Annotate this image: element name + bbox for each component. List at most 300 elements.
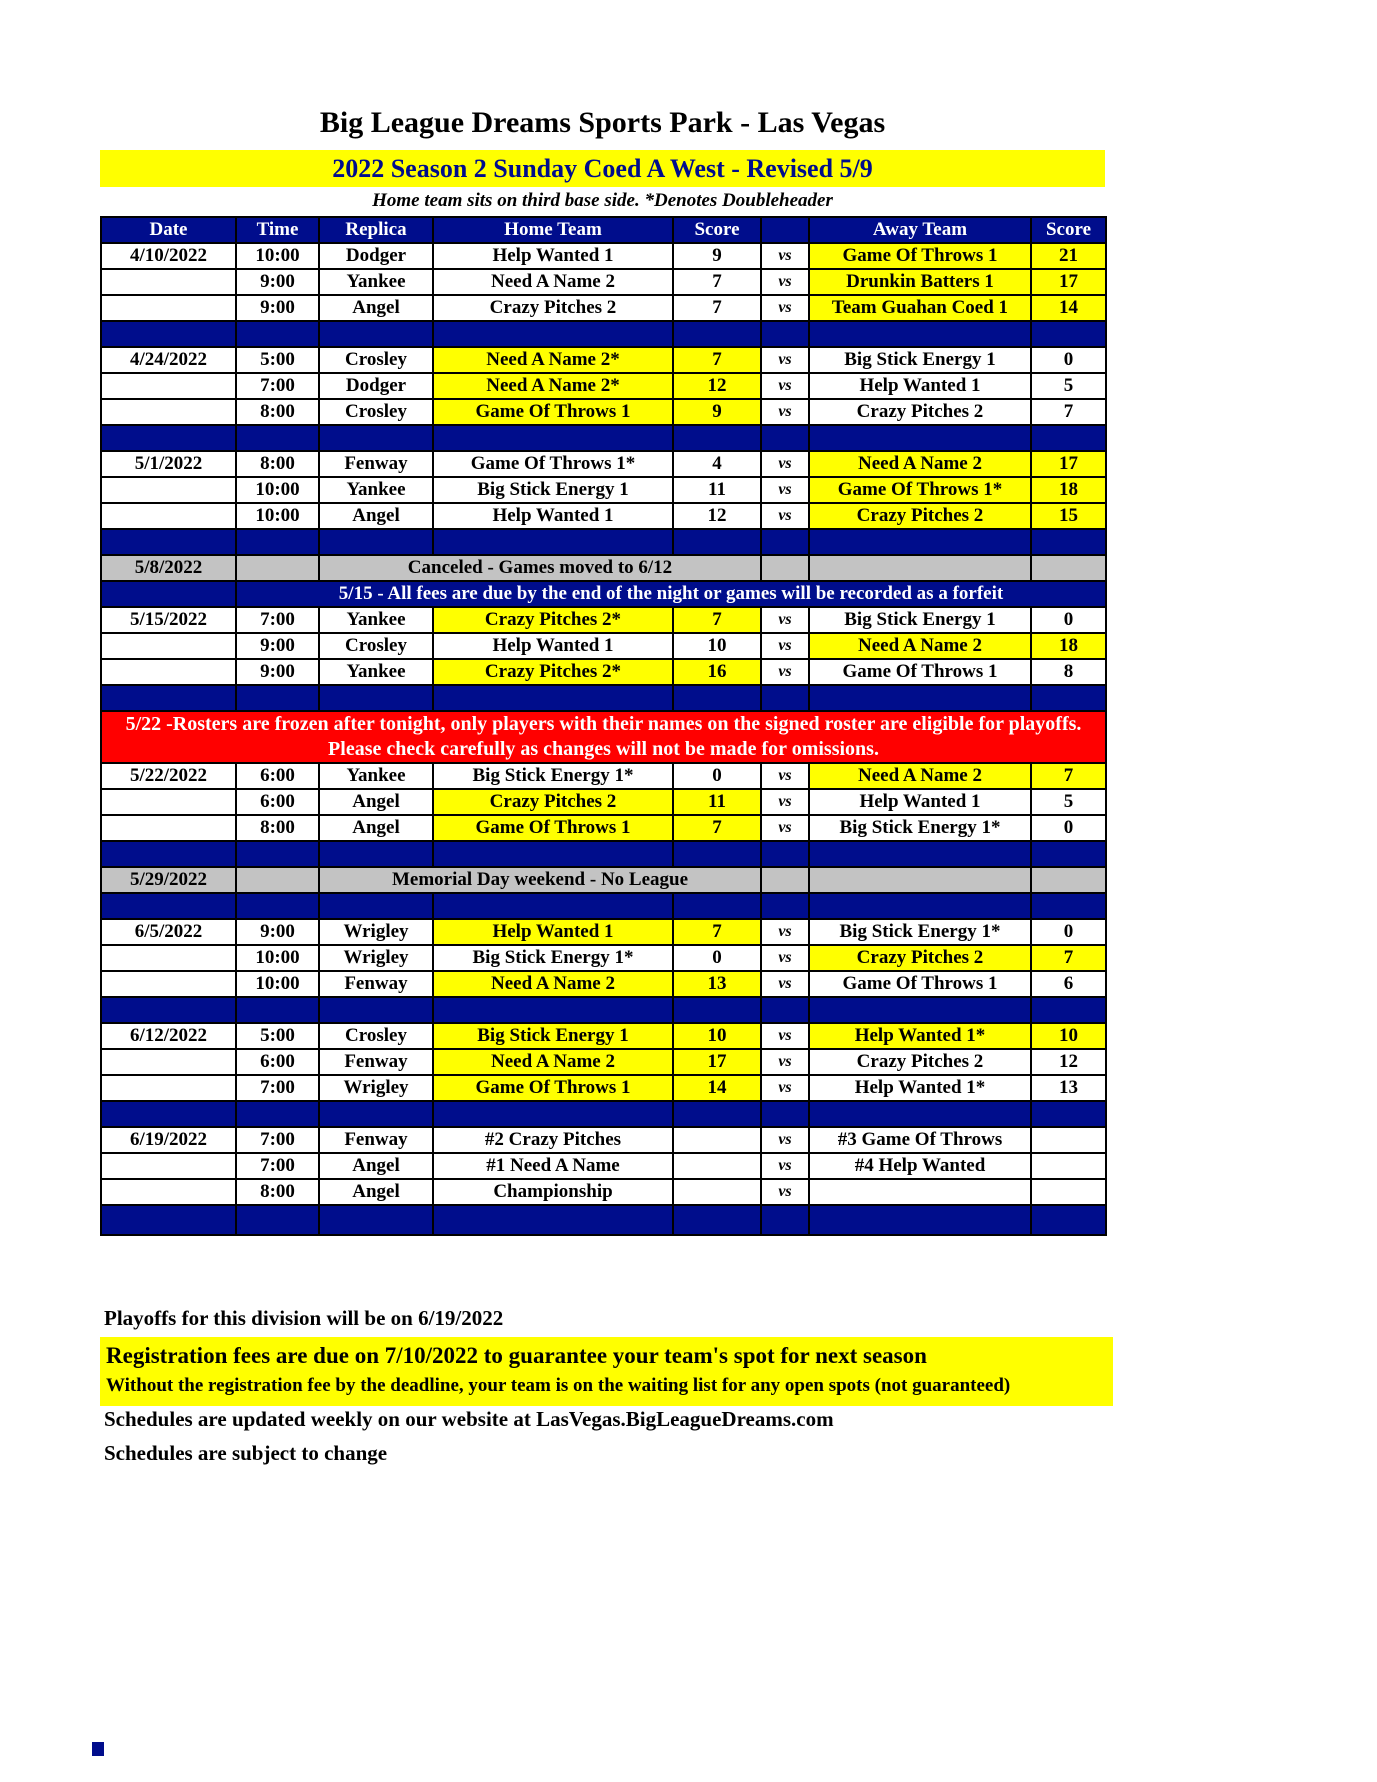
separator-cell (101, 1205, 236, 1235)
away-score-cell: 17 (1031, 269, 1106, 295)
game-row (101, 1179, 1106, 1205)
away-score-cell (1031, 555, 1106, 581)
away-team-cell: Help Wanted 1 (809, 373, 1031, 399)
replica-cell: Fenway (319, 451, 433, 477)
home-score-cell: 13 (673, 971, 761, 997)
home-team-cell: Game Of Throws 1 (433, 815, 673, 841)
time-cell: 9:00 (236, 633, 319, 659)
away-score-cell (1031, 1127, 1106, 1153)
separator-cell (809, 997, 1031, 1023)
separator-cell (761, 997, 809, 1023)
time-cell: 9:00 (236, 295, 319, 321)
home-team-cell: Help Wanted 1 (433, 919, 673, 945)
away-score-cell (1031, 1179, 1106, 1205)
time-cell: 10:00 (236, 503, 319, 529)
notice-cell: Please check carefully as changes will not be made for omissions. (101, 737, 1106, 763)
separator-cell (236, 425, 319, 451)
game-row (101, 1049, 1106, 1075)
date-cell (101, 945, 236, 971)
separator-cell (319, 425, 433, 451)
separator-row (101, 841, 1106, 867)
date-cell (101, 815, 236, 841)
playoffs-note: Playoffs for this division will be on 6/19/2022 (104, 1306, 504, 1330)
subject-to-change-note: Schedules are subject to change (104, 1441, 388, 1465)
away-score-cell: 15 (1031, 503, 1106, 529)
date-cell (101, 269, 236, 295)
home-team-cell: Crazy Pitches 2 (433, 295, 673, 321)
game-row (101, 789, 1106, 815)
date-cell: 6/19/2022 (101, 1127, 236, 1153)
home-team-cell: Big Stick Energy 1* (433, 763, 673, 789)
replica-cell: Yankee (319, 269, 433, 295)
home-score-cell: 16 (673, 659, 761, 685)
vs-cell: vs (761, 1049, 809, 1075)
away-team-cell: Game Of Throws 1 (809, 971, 1031, 997)
schedule-table-body (101, 243, 1106, 1235)
separator-cell (673, 425, 761, 451)
time-cell: 6:00 (236, 763, 319, 789)
time-cell: 5:00 (236, 1023, 319, 1049)
replica-cell: Yankee (319, 607, 433, 633)
separator-cell (433, 685, 673, 711)
separator-cell (433, 425, 673, 451)
replica-cell: Wrigley (319, 919, 433, 945)
separator-cell (761, 1205, 809, 1235)
date-cell: 5/22/2022 (101, 763, 236, 789)
away-score-cell: 18 (1031, 633, 1106, 659)
home-team-cell: #2 Crazy Pitches (433, 1127, 673, 1153)
home-team-cell: Game Of Throws 1 (433, 1075, 673, 1101)
date-cell: 5/1/2022 (101, 451, 236, 477)
home-score-cell: 11 (673, 477, 761, 503)
away-team-cell: Need A Name 2 (809, 451, 1031, 477)
date-cell (101, 1153, 236, 1179)
home-score-cell: 7 (673, 295, 761, 321)
away-team-cell: Need A Name 2 (809, 763, 1031, 789)
away-team-cell: Game Of Throws 1* (809, 477, 1031, 503)
vs-cell: vs (761, 347, 809, 373)
vs-cell: vs (761, 659, 809, 685)
away-team-cell: Game Of Throws 1 (809, 243, 1031, 269)
home-score-cell (673, 1153, 761, 1179)
separator-cell (1031, 685, 1106, 711)
registration-due-note: Registration fees are due on 7/10/2022 to guarantee your team's spot for next season (106, 1343, 927, 1368)
home-team-cell: Crazy Pitches 2* (433, 659, 673, 685)
away-score-cell: 18 (1031, 477, 1106, 503)
replica-cell: Crosley (319, 633, 433, 659)
time-cell: 10:00 (236, 945, 319, 971)
vs-cell: vs (761, 1023, 809, 1049)
vs-cell: vs (761, 1153, 809, 1179)
notice-row-red (101, 711, 1106, 737)
vs-cell: vs (761, 919, 809, 945)
vs-cell: vs (761, 971, 809, 997)
date-cell (101, 581, 236, 607)
replica-cell: Dodger (319, 373, 433, 399)
separator-cell (433, 529, 673, 555)
separator-row (101, 685, 1106, 711)
separator-cell (101, 425, 236, 451)
date-cell: 5/8/2022 (101, 555, 236, 581)
away-score-cell: 21 (1031, 243, 1106, 269)
game-row (101, 1023, 1106, 1049)
separator-cell (761, 321, 809, 347)
notice-cell: Memorial Day weekend - No League (319, 867, 761, 893)
home-team-cell: Need A Name 2 (433, 269, 673, 295)
home-team-cell: Need A Name 2* (433, 373, 673, 399)
away-score-cell: 5 (1031, 789, 1106, 815)
separator-cell (809, 425, 1031, 451)
time-cell: 8:00 (236, 451, 319, 477)
separator-cell (319, 893, 433, 919)
vs-cell: vs (761, 269, 809, 295)
replica-cell: Fenway (319, 1049, 433, 1075)
notice-cell: 5/22 -Rosters are frozen after tonight, only players with their names on the signed roster are eligible for playoffs. (101, 711, 1106, 737)
away-team-cell: Team Guahan Coed 1 (809, 295, 1031, 321)
time-cell: 7:00 (236, 1127, 319, 1153)
vs-cell: vs (761, 295, 809, 321)
game-row (101, 1075, 1106, 1101)
game-row (101, 919, 1106, 945)
column-header-score-4: Score (673, 217, 761, 243)
home-score-cell: 12 (673, 503, 761, 529)
separator-cell (236, 321, 319, 347)
column-header-date-0: Date (101, 217, 236, 243)
away-team-cell: Game Of Throws 1 (809, 659, 1031, 685)
vs-cell: vs (761, 789, 809, 815)
game-row (101, 477, 1106, 503)
separator-row (101, 893, 1106, 919)
replica-cell: Angel (319, 815, 433, 841)
replica-cell: Yankee (319, 477, 433, 503)
separator-row (101, 997, 1106, 1023)
time-cell: 10:00 (236, 243, 319, 269)
game-row (101, 1153, 1106, 1179)
home-score-cell: 0 (673, 945, 761, 971)
separator-cell (433, 893, 673, 919)
replica-cell: Angel (319, 1153, 433, 1179)
time-cell: 10:00 (236, 477, 319, 503)
time-cell: 7:00 (236, 373, 319, 399)
date-cell (101, 659, 236, 685)
separator-cell (319, 997, 433, 1023)
separator-cell (809, 685, 1031, 711)
separator-cell (1031, 1205, 1106, 1235)
away-team-cell: Help Wanted 1* (809, 1075, 1031, 1101)
separator-cell (809, 1205, 1031, 1235)
time-cell: 9:00 (236, 659, 319, 685)
separator-cell (673, 529, 761, 555)
vs-cell: vs (761, 1075, 809, 1101)
separator-cell (236, 841, 319, 867)
home-score-cell: 14 (673, 1075, 761, 1101)
home-team-note: Home team sits on third base side. *Denotes Doubleheader (372, 190, 833, 211)
away-score-cell: 0 (1031, 919, 1106, 945)
time-cell: 7:00 (236, 1153, 319, 1179)
home-score-cell: 17 (673, 1049, 761, 1075)
date-cell: 5/29/2022 (101, 867, 236, 893)
replica-cell: Angel (319, 789, 433, 815)
vs-cell: vs (761, 399, 809, 425)
replica-cell: Dodger (319, 243, 433, 269)
away-team-cell: Crazy Pitches 2 (809, 1049, 1031, 1075)
away-score-cell: 13 (1031, 1075, 1106, 1101)
game-row (101, 945, 1106, 971)
date-cell (101, 399, 236, 425)
column-header-away-team-6: Away Team (809, 217, 1031, 243)
time-cell: 6:00 (236, 1049, 319, 1075)
away-team-cell: Drunkin Batters 1 (809, 269, 1031, 295)
game-row (101, 503, 1106, 529)
column-header-replica-2: Replica (319, 217, 433, 243)
replica-cell: Angel (319, 295, 433, 321)
separator-cell (761, 893, 809, 919)
date-cell (101, 295, 236, 321)
home-team-cell: Need A Name 2* (433, 347, 673, 373)
game-row (101, 451, 1106, 477)
home-team-cell: Championship (433, 1179, 673, 1205)
column-header-score-7: Score (1031, 217, 1106, 243)
separator-cell (761, 529, 809, 555)
vs-cell: vs (761, 763, 809, 789)
page-corner-mark (92, 1742, 104, 1756)
away-team-cell: #4 Help Wanted (809, 1153, 1031, 1179)
home-team-cell: Need A Name 2 (433, 971, 673, 997)
column-header-blank (761, 217, 809, 243)
date-cell (101, 503, 236, 529)
header-row (101, 217, 1106, 243)
time-cell (236, 867, 319, 893)
separator-cell (673, 1205, 761, 1235)
game-row (101, 971, 1106, 997)
away-score-cell: 7 (1031, 399, 1106, 425)
home-score-cell: 7 (673, 347, 761, 373)
away-team-cell: Big Stick Energy 1* (809, 919, 1031, 945)
home-score-cell: 0 (673, 763, 761, 789)
separator-cell (236, 529, 319, 555)
away-team-cell (809, 555, 1031, 581)
separator-cell (101, 685, 236, 711)
vs-cell: vs (761, 945, 809, 971)
separator-cell (319, 529, 433, 555)
separator-cell (673, 1101, 761, 1127)
away-team-cell: Crazy Pitches 2 (809, 503, 1031, 529)
replica-cell: Crosley (319, 399, 433, 425)
game-row (101, 295, 1106, 321)
separator-cell (236, 997, 319, 1023)
time-cell: 7:00 (236, 607, 319, 633)
separator-cell (673, 685, 761, 711)
separator-cell (101, 997, 236, 1023)
separator-cell (101, 1101, 236, 1127)
away-score-cell (1031, 867, 1106, 893)
home-team-cell: Game Of Throws 1 (433, 399, 673, 425)
season-banner (100, 150, 1105, 187)
home-team-cell: Big Stick Energy 1 (433, 1023, 673, 1049)
column-header-home-team-3: Home Team (433, 217, 673, 243)
vs-cell (761, 555, 809, 581)
replica-cell: Fenway (319, 1127, 433, 1153)
away-team-cell: Crazy Pitches 2 (809, 399, 1031, 425)
separator-cell (236, 893, 319, 919)
vs-cell: vs (761, 607, 809, 633)
separator-cell (673, 893, 761, 919)
away-score-cell: 12 (1031, 1049, 1106, 1075)
date-cell: 6/5/2022 (101, 919, 236, 945)
game-row (101, 633, 1106, 659)
game-row (101, 373, 1106, 399)
home-score-cell: 12 (673, 373, 761, 399)
separator-row (101, 529, 1106, 555)
website-note: Schedules are updated weekly on our website at LasVegas.BigLeagueDreams.com (104, 1407, 834, 1431)
home-score-cell: 7 (673, 607, 761, 633)
game-row (101, 269, 1106, 295)
home-team-cell: Game Of Throws 1* (433, 451, 673, 477)
vs-cell: vs (761, 815, 809, 841)
separator-cell (433, 841, 673, 867)
notice-cell: 5/15 - All fees are due by the end of the night or games will be recorded as a forfeit (236, 581, 1106, 607)
notice-row-gray (101, 867, 1106, 893)
replica-cell: Yankee (319, 763, 433, 789)
away-team-cell: Need A Name 2 (809, 633, 1031, 659)
replica-cell: Crosley (319, 1023, 433, 1049)
away-score-cell: 10 (1031, 1023, 1106, 1049)
date-cell: 6/12/2022 (101, 1023, 236, 1049)
schedule-table (100, 216, 1107, 1236)
game-row (101, 763, 1106, 789)
home-team-cell: Big Stick Energy 1 (433, 477, 673, 503)
game-row (101, 243, 1106, 269)
separator-row (101, 1101, 1106, 1127)
home-score-cell: 10 (673, 1023, 761, 1049)
separator-cell (809, 893, 1031, 919)
away-score-cell: 14 (1031, 295, 1106, 321)
separator-cell (433, 997, 673, 1023)
game-row (101, 815, 1106, 841)
notice-row-gray (101, 555, 1106, 581)
separator-cell (1031, 841, 1106, 867)
separator-cell (673, 321, 761, 347)
away-team-cell: Help Wanted 1 (809, 789, 1031, 815)
separator-cell (673, 997, 761, 1023)
replica-cell: Crosley (319, 347, 433, 373)
date-cell: 4/24/2022 (101, 347, 236, 373)
notice-row-navy (101, 581, 1106, 607)
separator-cell (761, 1101, 809, 1127)
date-cell (101, 1049, 236, 1075)
home-team-cell: #1 Need A Name (433, 1153, 673, 1179)
separator-cell (101, 893, 236, 919)
separator-cell (101, 321, 236, 347)
away-score-cell: 7 (1031, 763, 1106, 789)
time-cell: 9:00 (236, 269, 319, 295)
replica-cell: Wrigley (319, 945, 433, 971)
separator-cell (1031, 997, 1106, 1023)
home-team-cell: Big Stick Energy 1* (433, 945, 673, 971)
separator-cell (319, 1101, 433, 1127)
separator-cell (433, 1205, 673, 1235)
separator-row (101, 425, 1106, 451)
away-score-cell: 0 (1031, 347, 1106, 373)
away-team-cell (809, 867, 1031, 893)
vs-cell: vs (761, 243, 809, 269)
separator-cell (101, 841, 236, 867)
separator-cell (761, 685, 809, 711)
game-row (101, 659, 1106, 685)
home-score-cell: 7 (673, 269, 761, 295)
away-score-cell: 8 (1031, 659, 1106, 685)
home-score-cell: 9 (673, 243, 761, 269)
separator-cell (761, 841, 809, 867)
separator-cell (319, 321, 433, 347)
replica-cell: Wrigley (319, 1075, 433, 1101)
date-cell (101, 789, 236, 815)
schedule-table-header (101, 217, 1106, 243)
home-score-cell: 10 (673, 633, 761, 659)
date-cell (101, 633, 236, 659)
replica-cell: Yankee (319, 659, 433, 685)
vs-cell: vs (761, 477, 809, 503)
date-cell (101, 373, 236, 399)
separator-cell (761, 425, 809, 451)
home-score-cell: 7 (673, 919, 761, 945)
time-cell: 8:00 (236, 1179, 319, 1205)
vs-cell: vs (761, 503, 809, 529)
game-row (101, 399, 1106, 425)
time-cell: 7:00 (236, 1075, 319, 1101)
separator-cell (809, 841, 1031, 867)
notice-row-red (101, 737, 1106, 763)
notice-cell: Canceled - Games moved to 6/12 (319, 555, 761, 581)
game-row (101, 607, 1106, 633)
separator-cell (1031, 321, 1106, 347)
away-score-cell: 7 (1031, 945, 1106, 971)
replica-cell: Fenway (319, 971, 433, 997)
separator-cell (809, 321, 1031, 347)
home-team-cell: Crazy Pitches 2* (433, 607, 673, 633)
home-score-cell (673, 1127, 761, 1153)
away-score-cell: 0 (1031, 607, 1106, 633)
separator-cell (673, 841, 761, 867)
separator-cell (809, 529, 1031, 555)
replica-cell: Angel (319, 503, 433, 529)
separator-cell (319, 1205, 433, 1235)
away-score-cell: 5 (1031, 373, 1106, 399)
away-team-cell: Help Wanted 1* (809, 1023, 1031, 1049)
separator-row (101, 1205, 1106, 1235)
home-score-cell: 4 (673, 451, 761, 477)
time-cell (236, 555, 319, 581)
game-row (101, 1127, 1106, 1153)
date-cell: 5/15/2022 (101, 607, 236, 633)
separator-cell (1031, 425, 1106, 451)
game-row (101, 347, 1106, 373)
away-team-cell: Crazy Pitches 2 (809, 945, 1031, 971)
away-team-cell: Big Stick Energy 1* (809, 815, 1031, 841)
date-cell (101, 1075, 236, 1101)
time-cell: 6:00 (236, 789, 319, 815)
separator-cell (101, 529, 236, 555)
date-cell (101, 477, 236, 503)
separator-cell (236, 1205, 319, 1235)
separator-row (101, 321, 1106, 347)
separator-cell (319, 685, 433, 711)
separator-cell (433, 321, 673, 347)
vs-cell: vs (761, 1179, 809, 1205)
home-team-cell: Help Wanted 1 (433, 503, 673, 529)
time-cell: 5:00 (236, 347, 319, 373)
separator-cell (433, 1101, 673, 1127)
